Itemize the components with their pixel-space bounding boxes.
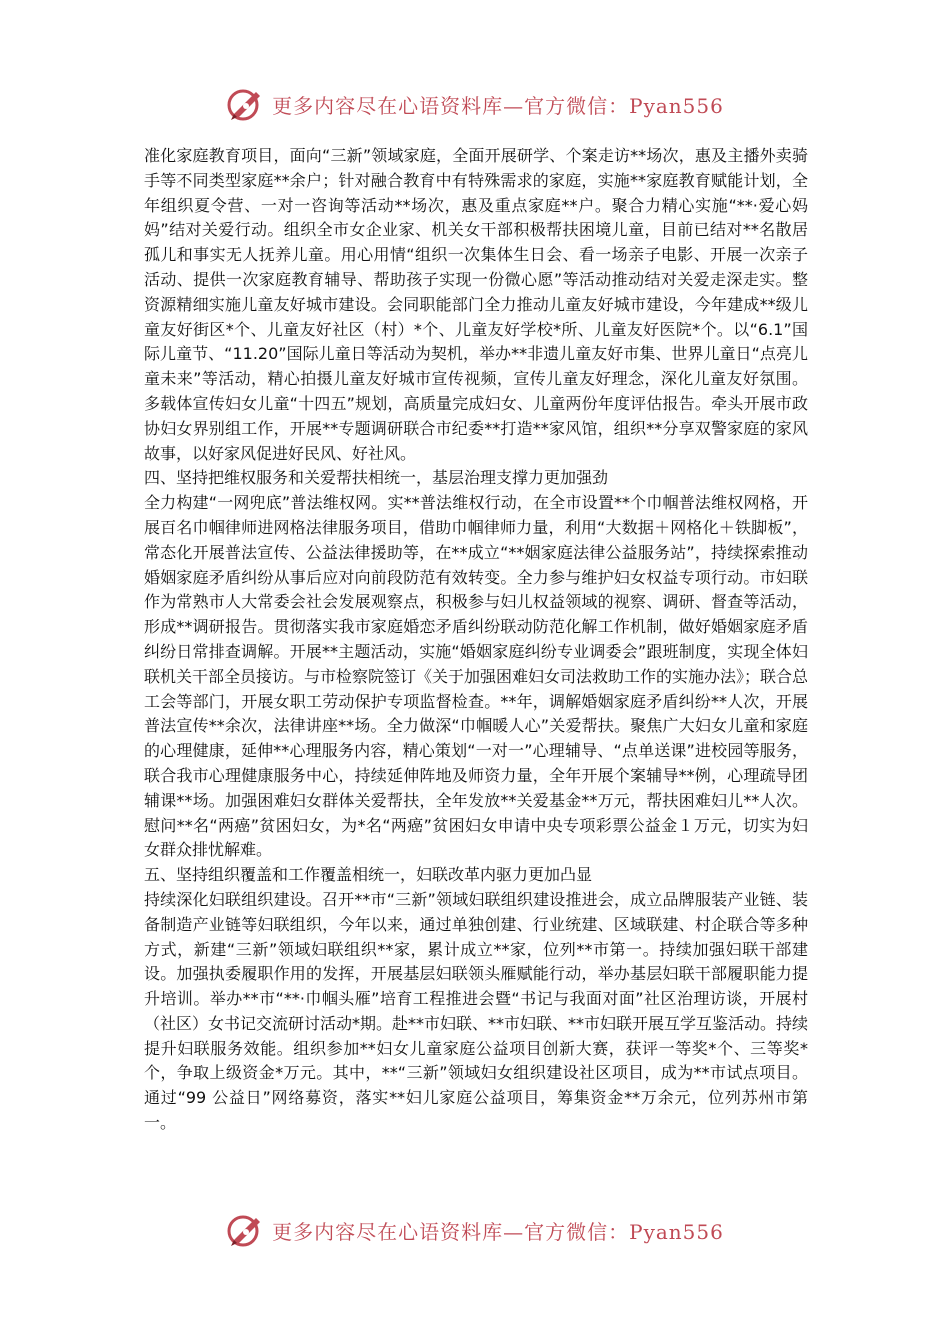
pen-logo-icon	[226, 84, 266, 124]
paragraph: 全力构建“一网兜底”普法维权网。实**普法维权行动，在全市设置**个巾帼普法维权网格，开展百名巾帼律师进网格法律服务项目，借助巾帼律师力量，利用“大数据＋网格化＋铁脚板”，常态化开展普法宣传、公益法律援助等，在**成立“**姻家庭法律公益服务站”，持续探索推动婚姻家庭矛盾纠纷从事后应对向前段防范有效转变。全力参与维护妇女权益专项行动。市妇联作为常熟市人大常委会社会发展观察点，积极参与妇儿权益领域的视察、调研、督查等活动，形成**调研报告。贯彻落实我市家庭婚恋矛盾纠纷联动防范化解工作机制，做好婚姻家庭矛盾纠纷日常排查调解。开展**主题活动，实施“婚姻家庭纠纷专业调委会”跟班制度，实现全体妇联机关干部全员接访。与市检察院签订《关于加强困难妇女司法救助工作的实施办法》；联合总工会等部门，开展女职工劳动保护专项监督检查。**年，调解婚姻家庭矛盾纠纷**人次，开展普法宣传**余次，法律讲座**场。全力做深“巾帼暖人心”关爱帮扶。聚焦广大妇女儿童和家庭的心理健康，延伸**心理服务内容，精心策划“一对一”心理辅导、“点单送课”进校园等服务，联合我市心理健康服务中心，持续延伸阵地及师资力量，全年开展个案辅导**例，心理疏导团辅课**场。加强困难妇女群体关爱帮扶，全年发放**关爱基金**万元，帮扶困难妇儿**人次。慰问**名“两癌”贫困妇女，为*名“两癌”贫困妇女申请中央专项彩票公益金１万元，切实为妇女群众排忧解难。	[144, 493, 809, 860]
watermark-text: 更多内容尽在心语资料库—官方微信：Pyan556	[272, 1219, 724, 1244]
paragraph: 持续深化妇联组织建设。召开**市“三新”领域妇联组织建设推进会，成立品牌服装产业链、装备制造产业链等妇联组织，今年以来，通过单独创建、行业统建、区域联建、村企联合等多种方式，新建“三新”领域妇联组织**家，累计成立**家，位列**市第一。持续加强妇联干部建设。加强执委履职作用的发挥，开展基层妇联领头雁赋能行动，举办基层妇联干部履职能力提升培训。举办**市“**·巾帼头雁”培育工程推进会暨“书记与我面对面”社区治理访谈，开展村（社区）女书记交流研讨活动*期。赴**市妇联、**市妇联、**市妇联开展互学互鉴活动。持续提升妇联服务效能。组织参加**妇女儿童家庭公益项目创新大赛，获评一等奖*个、三等奖*个，争取上级资金*万元。其中，**“三新”领域妇女组织建设社区项目，成为**市试点项目。通过“99 公益日”网络募资，落实**妇儿家庭公益项目，筹集资金**万余元，位列苏州市第一。	[144, 889, 809, 1133]
paragraph: 准化家庭教育项目，面向“三新”领域家庭，全面开展研学、个案走访**场次，惠及主播外卖骑手等不同类型家庭**余户；针对融合教育中有特殊需求的家庭，实施**家庭教育赋能计划，全年组织夏令营、一对一咨询等活动**场次，惠及重点家庭**户。聚合力精心实施“**·爱心妈妈”结对关爱行动。组织全市女企业家、机关女干部积极帮扶困境儿童，目前已结对**名散居孤儿和事实无人抚养儿童。用心用情“组织一次集体生日会、看一场亲子电影、开展一次亲子活动、提供一次家庭教育辅导、帮助孩子实现一份微心愿”等活动推动结对关爱走深走实。整资源精细实施儿童友好城市建设。会同职能部门全力推动儿童友好城市建设，今年建成**级儿童友好街区*个、儿童友好社区（村）*个、儿童友好学校*所、儿童友好医院*个。以“6.1”国际儿童节、“11.20”国际儿童日等活动为契机，举办**非遗儿童友好市集、世界儿童日“点亮儿童未来”等活动，精心拍摄儿童友好城市宣传视频，宣传儿童友好理念，深化儿童友好氛围。多载体宣传妇女儿童“十四五”规划，高质量完成妇女、儿童两份年度评估报告。牵头开展市政协妇女界别组工作，开展**专题调研联合市纪委**打造**家风馆，组织**分享双警家庭的家风故事，以好家风促进好民风、好社风。	[144, 146, 808, 463]
pen-logo-icon	[226, 1210, 266, 1250]
document-body	[144, 144, 808, 1136]
footer-watermark	[0, 1208, 950, 1252]
watermark-text: 更多内容尽在心语资料库—官方微信：Pyan556	[272, 93, 724, 118]
section-heading: 四、坚持把维权服务和关爱帮扶相统一，基层治理支撑力更加强劲	[144, 468, 609, 488]
section-heading: 五、坚持组织覆盖和工作覆盖相统一，妇联改革内驱力更加凸显	[144, 865, 593, 885]
header-watermark	[0, 82, 950, 126]
